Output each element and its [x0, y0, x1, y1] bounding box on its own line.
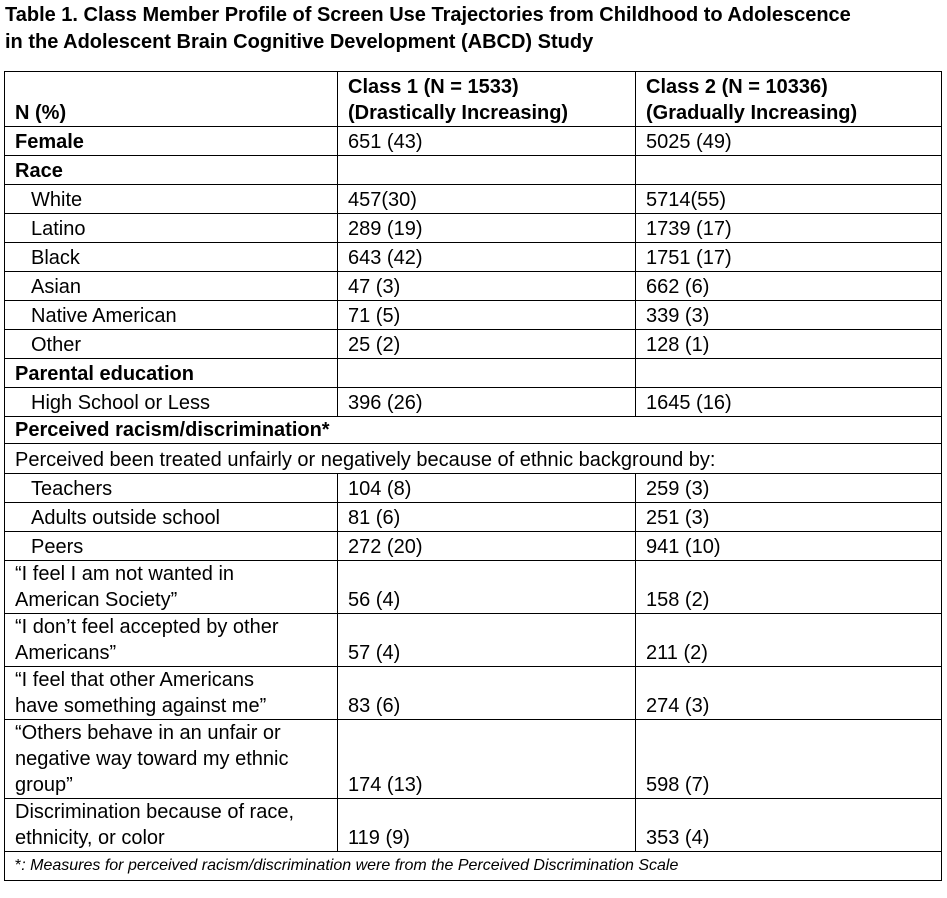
table-row	[5, 799, 942, 852]
cell-class-2: 598 (7)	[636, 720, 942, 799]
table-row	[5, 388, 942, 417]
header-class-1-count: Class 1 (N = 1533)	[348, 76, 519, 98]
cell-class-2: 274 (3)	[636, 667, 942, 720]
table-row	[5, 359, 942, 388]
table-row	[5, 417, 942, 444]
cell-class-2: 5714(55)	[636, 185, 942, 214]
cell-class-2: 259 (3)	[636, 474, 942, 503]
cell-class-2: 251 (3)	[636, 503, 942, 532]
row-label-not-wanted	[5, 561, 338, 614]
cell-class-2: 158 (2)	[636, 561, 942, 614]
table-row	[5, 474, 942, 503]
cell-class-2: 128 (1)	[636, 330, 942, 359]
cell-class-1: 56 (4)	[338, 561, 636, 614]
cell-class-1: 47 (3)	[338, 272, 636, 301]
row-label-latino: Latino	[5, 214, 338, 243]
table-title-line-1: Table 1. Class Member Profile of Screen Use Trajectories from Childhood to Adolescence	[5, 4, 851, 26]
row-label-line: Discrimination because of race,	[15, 801, 295, 823]
row-label-other: Other	[5, 330, 338, 359]
cell-class-1: 25 (2)	[338, 330, 636, 359]
row-label-line: “I feel I am not wanted in	[15, 563, 235, 585]
row-label-asian: Asian	[5, 272, 338, 301]
row-label-female: Female	[5, 127, 338, 156]
table-title-line-2: in the Adolescent Brain Cognitive Development (ABCD) Study	[5, 31, 594, 53]
table-row	[5, 444, 942, 474]
table-row	[5, 301, 942, 330]
cell-class-2	[636, 359, 942, 388]
row-label-line: Americans”	[15, 642, 117, 664]
cell-class-1: 289 (19)	[338, 214, 636, 243]
row-label-native-american: Native American	[5, 301, 338, 330]
row-label-line: “I don’t feel accepted by other	[15, 616, 279, 638]
cell-class-2	[636, 156, 942, 185]
table-row	[5, 272, 942, 301]
table-row	[5, 614, 942, 667]
row-label-high-school: High School or Less	[5, 388, 338, 417]
footnote-text: : Measures for perceived racism/discrimination were from the Perceived Discrimination Scale	[21, 857, 679, 874]
section-label-parental-education: Parental education	[5, 359, 338, 388]
section-label-race: Race	[5, 156, 338, 185]
profile-table	[4, 71, 942, 881]
row-label-peers: Peers	[5, 532, 338, 561]
cell-class-2: 941 (10)	[636, 532, 942, 561]
header-class-1	[338, 72, 636, 127]
cell-class-1: 272 (20)	[338, 532, 636, 561]
cell-class-1	[338, 156, 636, 185]
table-row	[5, 214, 942, 243]
table-row	[5, 330, 942, 359]
row-label-white: White	[5, 185, 338, 214]
cell-class-1: 174 (13)	[338, 720, 636, 799]
cell-class-1: 651 (43)	[338, 127, 636, 156]
cell-class-2: 339 (3)	[636, 301, 942, 330]
row-label-not-accepted	[5, 614, 338, 667]
row-label-unfair-behavior	[5, 720, 338, 799]
table-row	[5, 503, 942, 532]
cell-class-1: 104 (8)	[338, 474, 636, 503]
cell-class-1: 71 (5)	[338, 301, 636, 330]
header-class-2-label: (Gradually Increasing)	[646, 102, 858, 124]
table-row	[5, 532, 942, 561]
cell-class-2: 353 (4)	[636, 799, 942, 852]
cell-class-2: 662 (6)	[636, 272, 942, 301]
table-row	[5, 243, 942, 272]
row-label-line: American Society”	[15, 589, 178, 611]
row-label-line: “I feel that other Americans	[15, 669, 255, 691]
cell-class-1: 119 (9)	[338, 799, 636, 852]
table-row	[5, 185, 942, 214]
cell-class-1: 83 (6)	[338, 667, 636, 720]
cell-class-1: 643 (42)	[338, 243, 636, 272]
row-label-teachers: Teachers	[5, 474, 338, 503]
cell-class-2: 1645 (16)	[636, 388, 942, 417]
subsection-label-treated-unfairly: Perceived been treated unfairly or negatively because of ethnic background by:	[5, 444, 942, 474]
cell-class-2: 5025 (49)	[636, 127, 942, 156]
row-label-line: have something against me”	[15, 695, 267, 717]
row-label-line: group”	[15, 774, 73, 796]
section-label-racism: Perceived racism/discrimination*	[5, 417, 942, 444]
header-row	[5, 72, 942, 127]
cell-class-1: 396 (26)	[338, 388, 636, 417]
table-row	[5, 561, 942, 614]
header-n-percent: N (%)	[5, 72, 338, 127]
cell-class-2: 1739 (17)	[636, 214, 942, 243]
header-class-1-label: (Drastically Increasing)	[348, 102, 569, 124]
footnote-row	[5, 852, 942, 881]
row-label-line: “Others behave in an unfair or	[15, 722, 281, 744]
cell-class-1: 457(30)	[338, 185, 636, 214]
header-class-2	[636, 72, 942, 127]
row-label-black: Black	[5, 243, 338, 272]
table-row	[5, 127, 942, 156]
cell-class-1: 57 (4)	[338, 614, 636, 667]
row-label-adults-outside-school: Adults outside school	[5, 503, 338, 532]
table-row	[5, 667, 942, 720]
header-class-2-count: Class 2 (N = 10336)	[646, 76, 828, 98]
row-label-line: ethnicity, or color	[15, 827, 165, 849]
row-label-line: negative way toward my ethnic	[15, 748, 289, 770]
cell-class-2: 211 (2)	[636, 614, 942, 667]
footnote-mark: *	[15, 857, 22, 874]
cell-class-2: 1751 (17)	[636, 243, 942, 272]
row-label-discrimination	[5, 799, 338, 852]
row-label-something-against	[5, 667, 338, 720]
cell-class-1	[338, 359, 636, 388]
table-row	[5, 156, 942, 185]
cell-class-1: 81 (6)	[338, 503, 636, 532]
table-title	[5, 2, 945, 56]
table-footnote	[5, 852, 942, 881]
table-row	[5, 720, 942, 799]
